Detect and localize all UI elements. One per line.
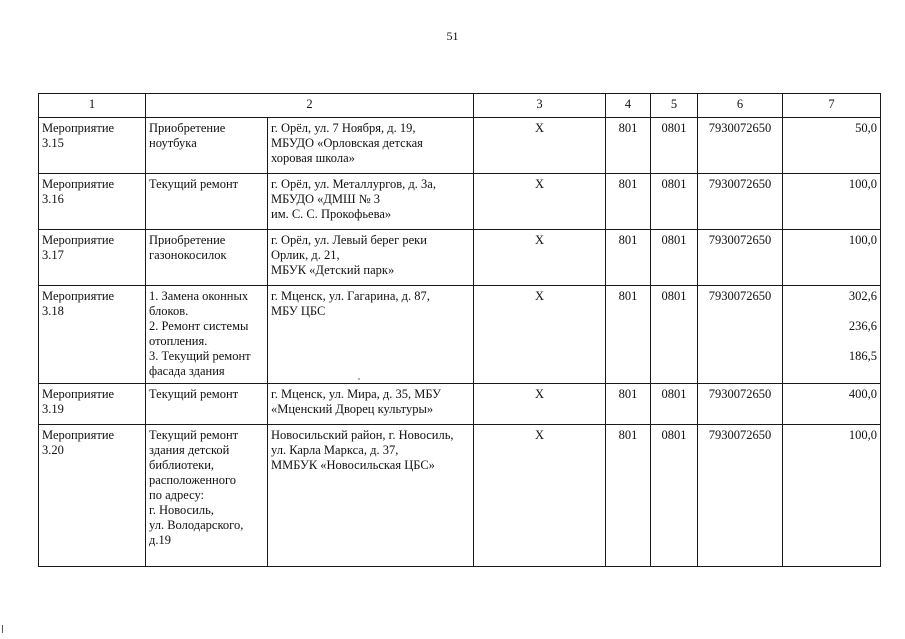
header-cell-4: 4	[606, 94, 651, 118]
marker-cell: Х	[474, 174, 606, 230]
amount-cell	[783, 230, 881, 286]
measure-cell	[39, 230, 146, 286]
address-cell-line: г. Орёл, ул. Левый берег реки	[271, 233, 427, 247]
measure-cell-line: 3.15	[42, 136, 64, 150]
code-801-cell: 801	[606, 174, 651, 230]
table-row	[39, 230, 881, 286]
description-cell	[146, 425, 268, 567]
measure-cell-line: Мероприятие	[42, 289, 115, 303]
marker-cell: Х	[474, 118, 606, 174]
address-cell-line: Новосильский район, г. Новосиль,	[271, 428, 454, 442]
amount-cell-line: 186,5	[848, 349, 877, 363]
table-body	[39, 118, 881, 567]
section-code-cell: 0801	[651, 286, 698, 384]
measure-cell-line: Мероприятие	[42, 121, 115, 135]
description-cell	[146, 118, 268, 174]
address-cell-line: МБУ ЦБС	[271, 304, 326, 318]
description-cell-line: 1. Замена оконных	[149, 289, 249, 303]
amount-cell-line: 302,6	[848, 289, 877, 303]
address-cell-line: ММБУК «Новосильская ЦБС»	[271, 458, 435, 472]
address-cell-line: МБУДО «Орловская детская	[271, 136, 423, 150]
address-cell-line: им. С. С. Прокофьева»	[271, 207, 392, 221]
section-code-cell: 0801	[651, 230, 698, 286]
marker-cell: Х	[474, 286, 606, 384]
description-cell	[146, 174, 268, 230]
description-cell-line: здания детской	[149, 443, 230, 457]
section-code-cell: 0801	[651, 118, 698, 174]
section-code-cell: 0801	[651, 384, 698, 425]
amount-cell	[783, 286, 881, 384]
address-cell	[268, 286, 474, 384]
table-header-row	[39, 94, 881, 118]
measure-cell-line: Мероприятие	[42, 177, 115, 191]
amount-cell	[783, 118, 881, 174]
amount-cell-line: 236,6	[848, 319, 877, 333]
description-cell-line: 3. Текущий ремонт	[149, 349, 251, 363]
address-cell	[268, 118, 474, 174]
scan-edge-mark	[2, 625, 3, 633]
table-row	[39, 118, 881, 174]
description-cell	[146, 384, 268, 425]
amount-cell-line: 50,0	[855, 121, 877, 135]
description-cell-line: Приобретение	[149, 233, 226, 247]
marker-cell: Х	[474, 384, 606, 425]
measure-cell-line: Мероприятие	[42, 428, 115, 442]
code-801-cell: 801	[606, 118, 651, 174]
table-row	[39, 425, 881, 567]
description-cell-line: Приобретение	[149, 121, 226, 135]
amount-cell-line: 100,0	[848, 233, 877, 247]
measure-cell-line: 3.20	[42, 443, 64, 457]
header-cell-3: 3	[474, 94, 606, 118]
header-cell-5: 5	[651, 94, 698, 118]
description-cell-line: ул. Володарского,	[149, 518, 244, 532]
description-cell-line: газонокосилок	[149, 248, 227, 262]
code-801-cell: 801	[606, 425, 651, 567]
amount-cell	[783, 425, 881, 567]
header-cell-1: 1	[39, 94, 146, 118]
description-cell-line: библиотеки,	[149, 458, 215, 472]
section-code-cell: 0801	[651, 425, 698, 567]
target-code-cell: 7930072650	[698, 174, 783, 230]
code-801-cell: 801	[606, 286, 651, 384]
amount-cell	[783, 174, 881, 230]
address-cell	[268, 174, 474, 230]
measure-cell-line: Мероприятие	[42, 233, 115, 247]
target-code-cell: 7930072650	[698, 118, 783, 174]
description-cell-line: фасада здания	[149, 364, 225, 378]
budget-table	[38, 93, 881, 567]
table-row	[39, 286, 881, 384]
description-cell	[146, 286, 268, 384]
header-cell-6: 6	[698, 94, 783, 118]
measure-cell	[39, 384, 146, 425]
code-801-cell: 801	[606, 230, 651, 286]
address-cell-line: хоровая школа»	[271, 151, 355, 165]
code-801-cell: 801	[606, 384, 651, 425]
measure-cell-line: 3.19	[42, 402, 64, 416]
target-code-cell: 7930072650	[698, 230, 783, 286]
target-code-cell: 7930072650	[698, 384, 783, 425]
address-cell-line: г. Мценск, ул. Гагарина, д. 87,	[271, 289, 430, 303]
description-cell-line: Текущий ремонт	[149, 428, 239, 442]
description-cell-line: д.19	[149, 533, 171, 547]
address-cell-line: ул. Карла Маркса, д. 37,	[271, 443, 399, 457]
measure-cell-line: 3.18	[42, 304, 64, 318]
description-cell-line: блоков.	[149, 304, 189, 318]
address-cell-line: Орлик, д. 21,	[271, 248, 340, 262]
scan-speck	[358, 378, 360, 380]
marker-cell: Х	[474, 425, 606, 567]
description-cell	[146, 230, 268, 286]
measure-cell	[39, 425, 146, 567]
page-number: 51	[446, 29, 459, 43]
description-cell-line: ноутбука	[149, 136, 197, 150]
amount-cell	[783, 384, 881, 425]
measure-cell-line: 3.16	[42, 192, 64, 206]
measure-cell	[39, 286, 146, 384]
measure-cell-line: 3.17	[42, 248, 64, 262]
table-row	[39, 174, 881, 230]
description-cell-line: по адресу:	[149, 488, 205, 502]
marker-cell: Х	[474, 230, 606, 286]
amount-cell-line: 400,0	[848, 387, 877, 401]
header-cell-2: 2	[146, 94, 474, 118]
description-cell-line: Текущий ремонт	[149, 177, 239, 191]
address-cell-line: г. Орёл, ул. Металлургов, д. 3а,	[271, 177, 436, 191]
address-cell-line: МБУДО «ДМШ № 3	[271, 192, 381, 206]
description-cell-line: расположенного	[149, 473, 237, 487]
address-cell	[268, 230, 474, 286]
address-cell	[268, 384, 474, 425]
address-cell-line: МБУК «Детский парк»	[271, 263, 395, 277]
description-cell-line: 2. Ремонт системы	[149, 319, 249, 333]
header-cell-7: 7	[783, 94, 881, 118]
target-code-cell: 7930072650	[698, 286, 783, 384]
description-cell-line: Текущий ремонт	[149, 387, 239, 401]
target-code-cell: 7930072650	[698, 425, 783, 567]
measure-cell	[39, 174, 146, 230]
address-cell-line: г. Мценск, ул. Мира, д. 35, МБУ	[271, 387, 441, 401]
address-cell	[268, 425, 474, 567]
table-row	[39, 384, 881, 425]
description-cell-line: г. Новосиль,	[149, 503, 214, 517]
measure-cell	[39, 118, 146, 174]
description-cell-line: отопления.	[149, 334, 208, 348]
measure-cell-line: Мероприятие	[42, 387, 115, 401]
address-cell-line: г. Орёл, ул. 7 Ноября, д. 19,	[271, 121, 416, 135]
amount-cell-line: 100,0	[848, 428, 877, 442]
amount-cell-line: 100,0	[848, 177, 877, 191]
section-code-cell: 0801	[651, 174, 698, 230]
address-cell-line: «Мценский Дворец культуры»	[271, 402, 434, 416]
